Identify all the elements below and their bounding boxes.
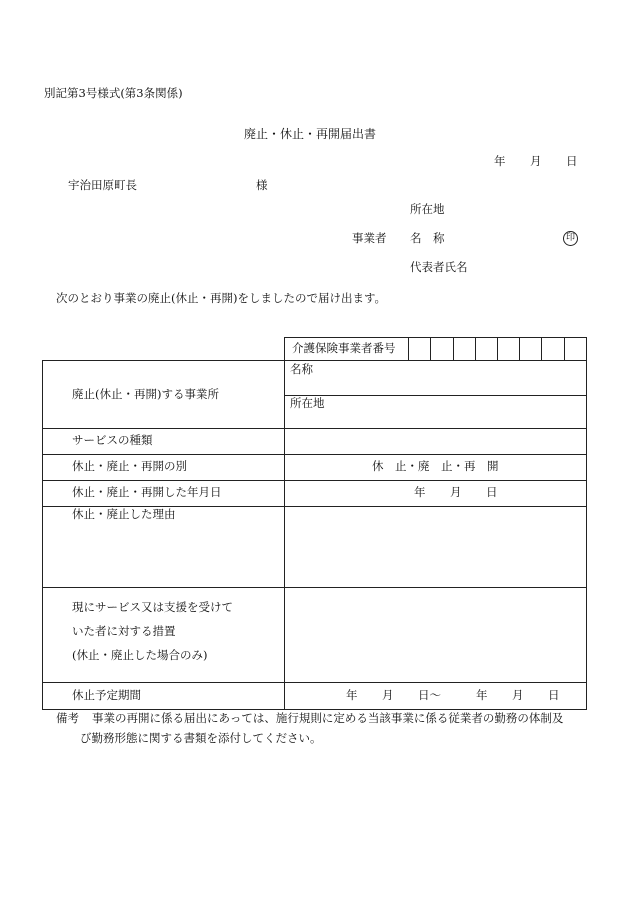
measures-line-1: 現にサービス又は支援を受けて (72, 600, 233, 614)
addressee-honorific: 様 (256, 178, 268, 192)
applicant-address-label: 所在地 (410, 202, 445, 216)
date-month-label: 月 (530, 154, 542, 168)
date-year-label: 年 (494, 154, 506, 168)
note-line-2: び勤務形態に関する書類を添付してください。 (80, 731, 322, 745)
applicant-representative-label: 代表者氏名 (410, 260, 468, 274)
addressee-name: 宇治田原町長 (68, 178, 137, 192)
period-end-month: 月 (512, 688, 524, 702)
provider-number-label: 介護保険事業者番号 (292, 341, 396, 355)
period-end-day: 日 (548, 688, 560, 702)
kind-value: 休 止・廃 止・再 開 (372, 459, 499, 473)
document-title: 廃止・休止・再開届出書 (244, 127, 377, 141)
measures-line-2: いた者に対する措置 (72, 624, 176, 638)
period-end-year: 年 (476, 688, 488, 702)
note-line-1: 事業の再開に係る届出にあっては、施行規則に定める当該事業に係る従業者の勤務の体制及 (92, 711, 564, 725)
measures-line-3: (休止・廃止した場合のみ) (72, 648, 208, 662)
period-label: 休止予定期間 (72, 688, 141, 702)
date-day: 日 (486, 485, 498, 499)
seal-icon: 印 (563, 231, 578, 246)
applicant-group-label: 事業者 (352, 231, 387, 245)
date-year: 年 (414, 485, 426, 499)
form-reference: 別記第3号様式(第3条関係) (44, 86, 183, 100)
reason-label: 休止・廃止した理由 (72, 507, 176, 521)
applicant-name-label: 名 称 (410, 231, 445, 245)
facility-address-label: 所在地 (290, 396, 325, 410)
service-type-label: サービスの種類 (72, 433, 153, 447)
kind-label: 休止・廃止・再開の別 (72, 459, 187, 473)
facility-name-label: 名称 (290, 362, 313, 376)
facility-label: 廃止(休止・再開)する事業所 (72, 387, 219, 401)
period-start-month: 月 (382, 688, 394, 702)
date-label: 休止・廃止・再開した年月日 (72, 485, 222, 499)
period-start-year: 年 (346, 688, 358, 702)
date-month: 月 (450, 485, 462, 499)
intro-text: 次のとおり事業の廃止(休止・再開)をしましたので届け出ます。 (56, 291, 387, 305)
date-day-label: 日 (566, 154, 578, 168)
note-label: 備考 (56, 711, 79, 725)
period-separator: 日〜 (418, 688, 441, 702)
